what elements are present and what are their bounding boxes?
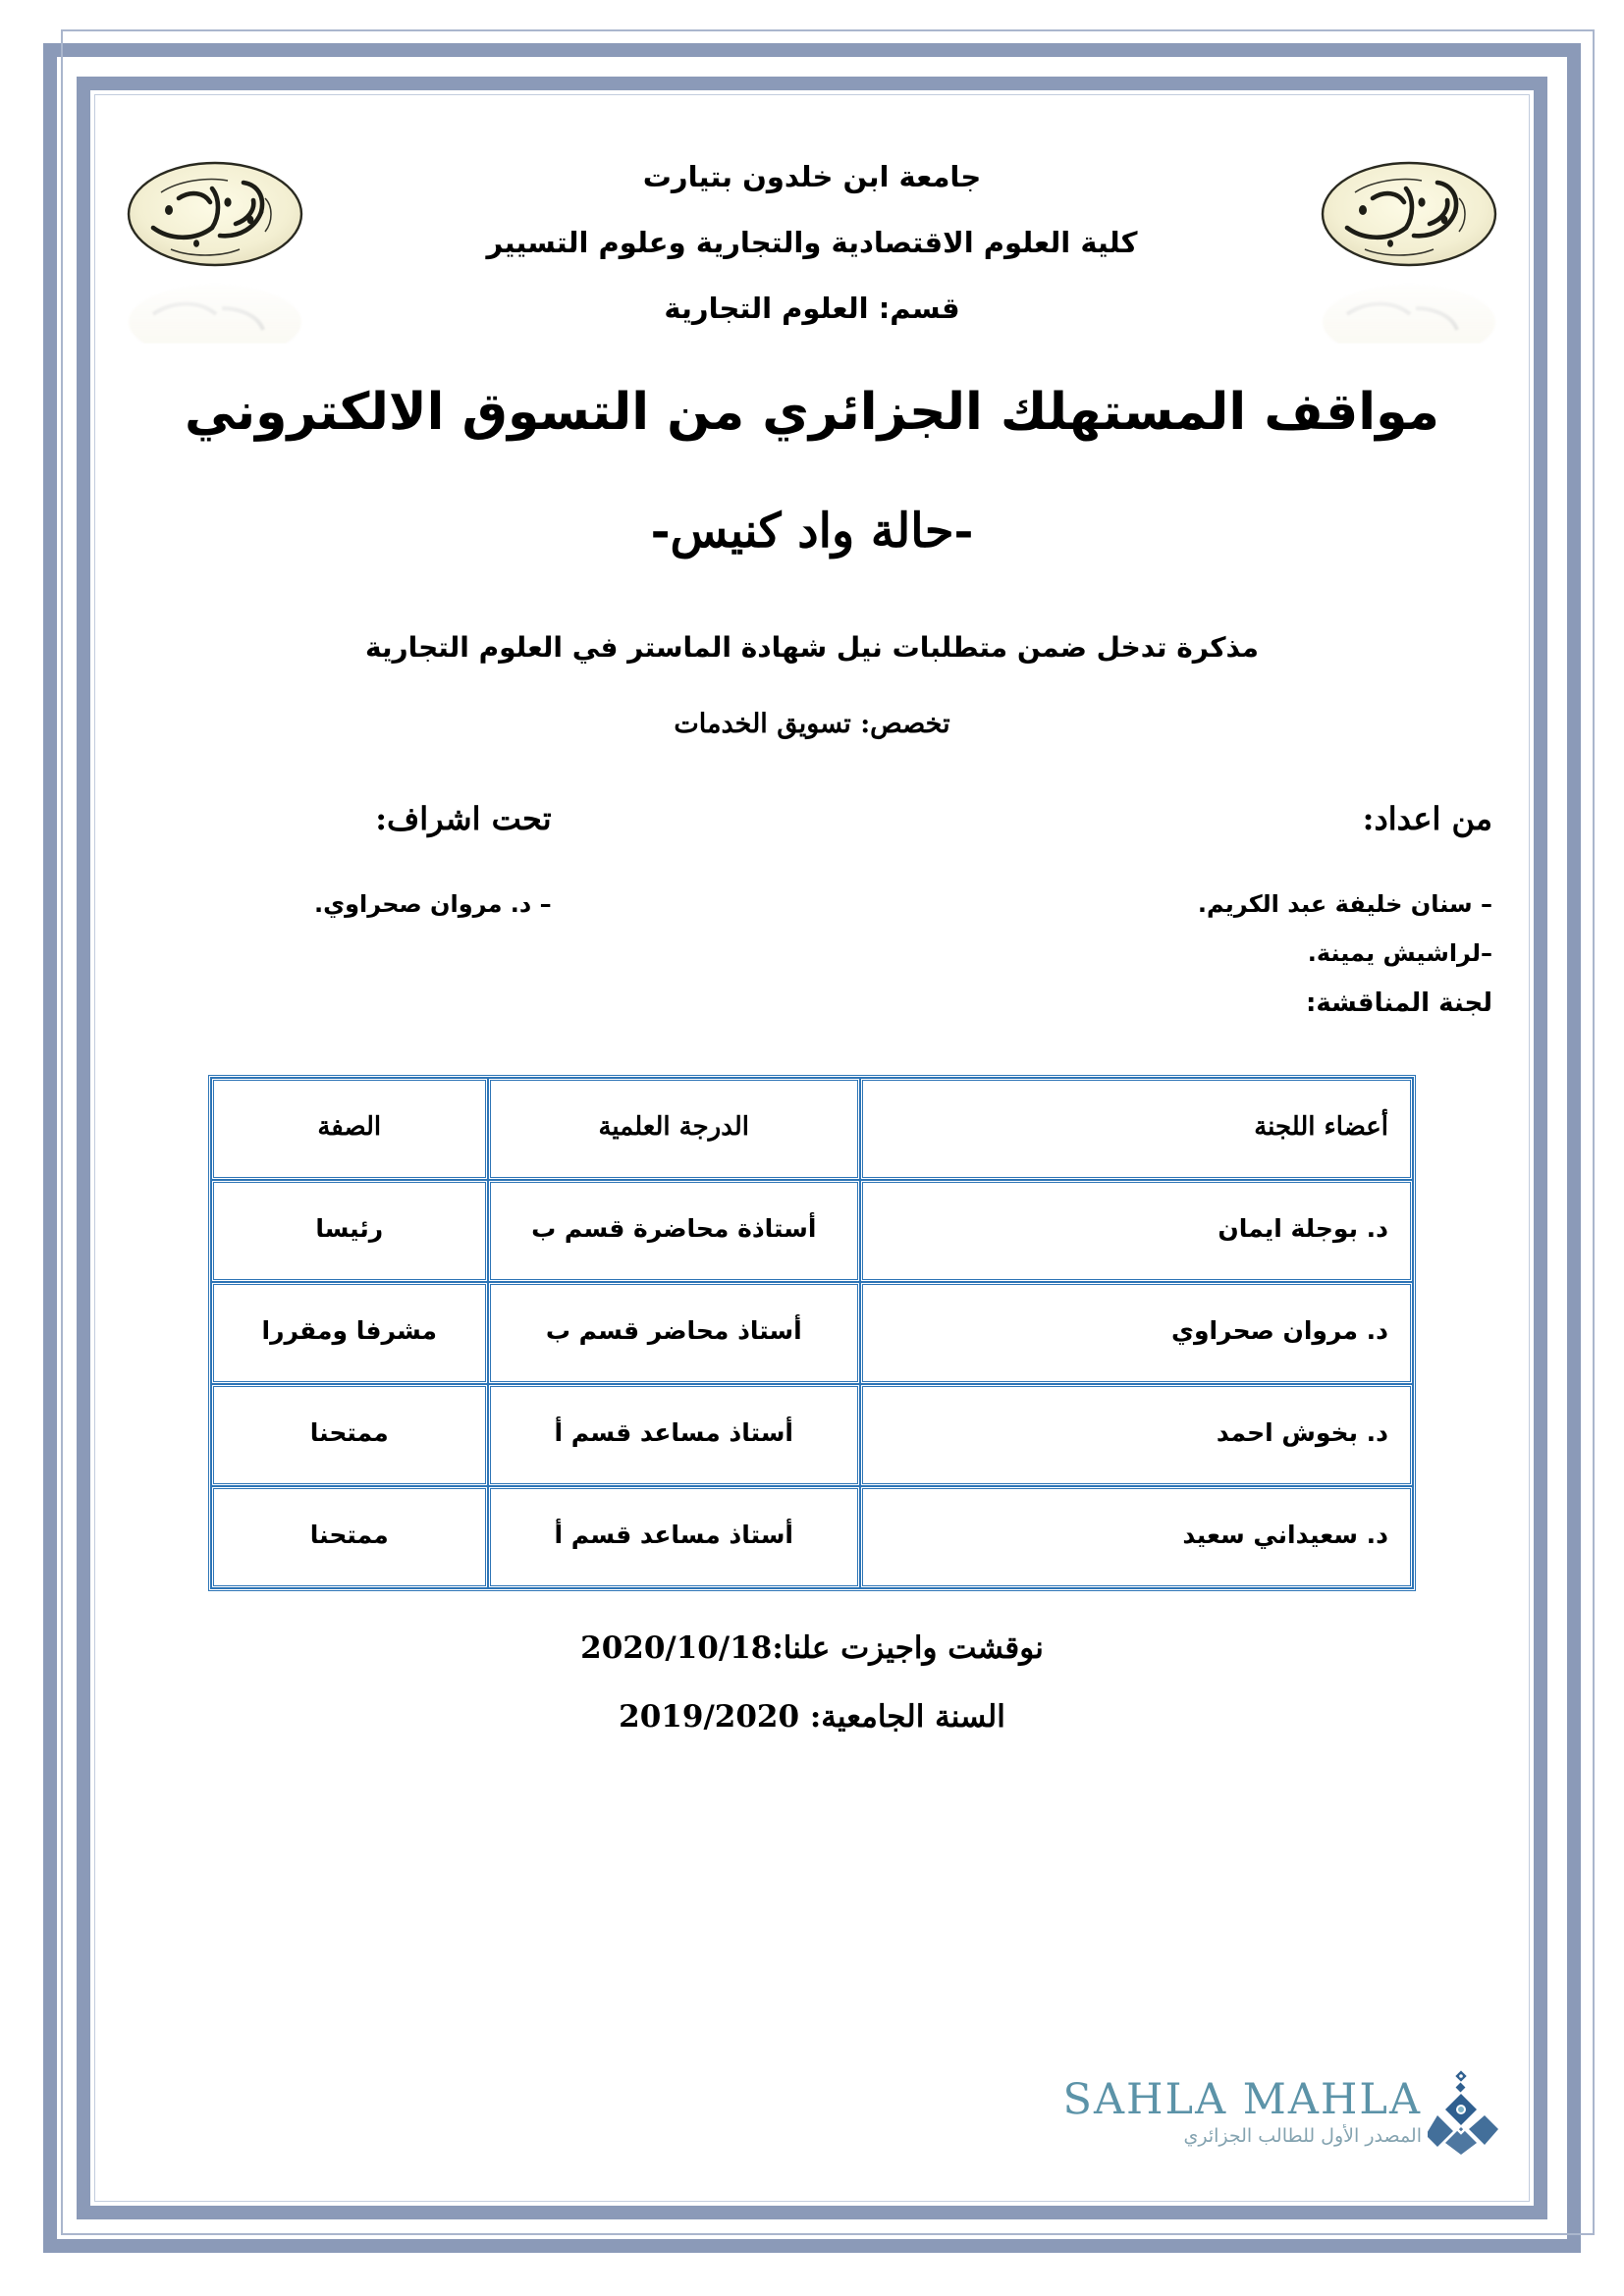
faculty-name: كلية العلوم الاقتصادية والتجارية وعلوم التسيير [486, 226, 1138, 259]
case-study-subtitle: -حالة واد كنيس- [650, 503, 974, 559]
jury-member-role: مشرفا ومقررا [211, 1282, 488, 1384]
watermark-tagline: المصدر الأول للطالب الجزائري [1183, 2124, 1422, 2147]
jury-member-name: د. بوجلة ايمان [860, 1180, 1413, 1282]
jury-member-degree: أستاذ محاضر قسم ب [488, 1282, 860, 1384]
jury-member-role: ممتحنا [211, 1384, 488, 1486]
jury-member-degree: أستاذ مساعد قسم أ [488, 1486, 860, 1588]
academic-year: السنة الجامعية: 2019/2020 [619, 1698, 1005, 1735]
jury-member-degree: أستاذة محاضرة قسم ب [488, 1180, 860, 1282]
university-logo-left [118, 155, 312, 273]
specialization: تخصص: تسويق الخدمات [674, 708, 950, 739]
authors-label: من اعداد: [1362, 799, 1492, 837]
university-seal-icon [1312, 155, 1506, 273]
supervisor-column [314, 800, 552, 939]
watermark-text [1062, 2074, 1422, 2147]
column-header-role: الصفة [211, 1078, 488, 1180]
degree-statement: مذكرة تدخل ضمن متطلبات نيل شهادة الماستر في العلوم التجارية [365, 630, 1259, 664]
university-logo-reflection [118, 271, 312, 344]
jury-member-name: د. بخوش احمد [860, 1384, 1413, 1486]
title-block [108, 384, 1516, 559]
people-section [108, 800, 1516, 1045]
supervisor-label: تحت اشراف: [375, 799, 552, 837]
jury-member-name: د. سعيداني سعيد [860, 1486, 1413, 1588]
author-name: –لراشيش يمينة. [1307, 938, 1492, 967]
jury-member-role: رئيسا [211, 1180, 488, 1282]
diamond-geometric-logo-icon [1428, 2070, 1498, 2155]
jury-member-role: ممتحنا [211, 1486, 488, 1588]
university-seal-icon [118, 155, 312, 273]
cover-content [108, 108, 1516, 2188]
university-logo-reflection [1312, 271, 1506, 344]
jury-table-wrapper [208, 1075, 1416, 1591]
page-title: مواقف المستهلك الجزائري من التسوق الالكتروني [185, 383, 1439, 442]
watermark [1063, 2070, 1498, 2155]
jury-member-degree: أستاذ مساعد قسم أ [488, 1384, 860, 1486]
table-header-row [211, 1078, 1413, 1180]
institution-header [108, 108, 1516, 323]
table-row [211, 1384, 1413, 1486]
university-logo-right [1312, 155, 1506, 273]
jury-table [208, 1075, 1416, 1591]
department-name: قسم: العلوم التجارية [664, 292, 960, 325]
table-row [211, 1282, 1413, 1384]
table-row [211, 1180, 1413, 1282]
column-header-degree: الدرجة العلمية [488, 1078, 860, 1180]
university-name: جامعة ابن خلدون بتيارت [642, 160, 982, 193]
column-header-member: أعضاء اللجنة [860, 1078, 1413, 1180]
authors-column [1198, 800, 1492, 1018]
supervisor-name: – د. مروان صحراوي. [314, 889, 552, 918]
watermark-brand: SAHLA MAHLA [1062, 2074, 1422, 2124]
committee-label: لجنة المناقشة: [1305, 988, 1492, 1018]
defense-date: نوقشت واجيزت علنا:2020/10/18 [580, 1629, 1044, 1666]
jury-member-name: د. مروان صحراوي [860, 1282, 1413, 1384]
table-row [211, 1486, 1413, 1588]
author-name: – سنان خليفة عبد الكريم. [1197, 889, 1492, 918]
